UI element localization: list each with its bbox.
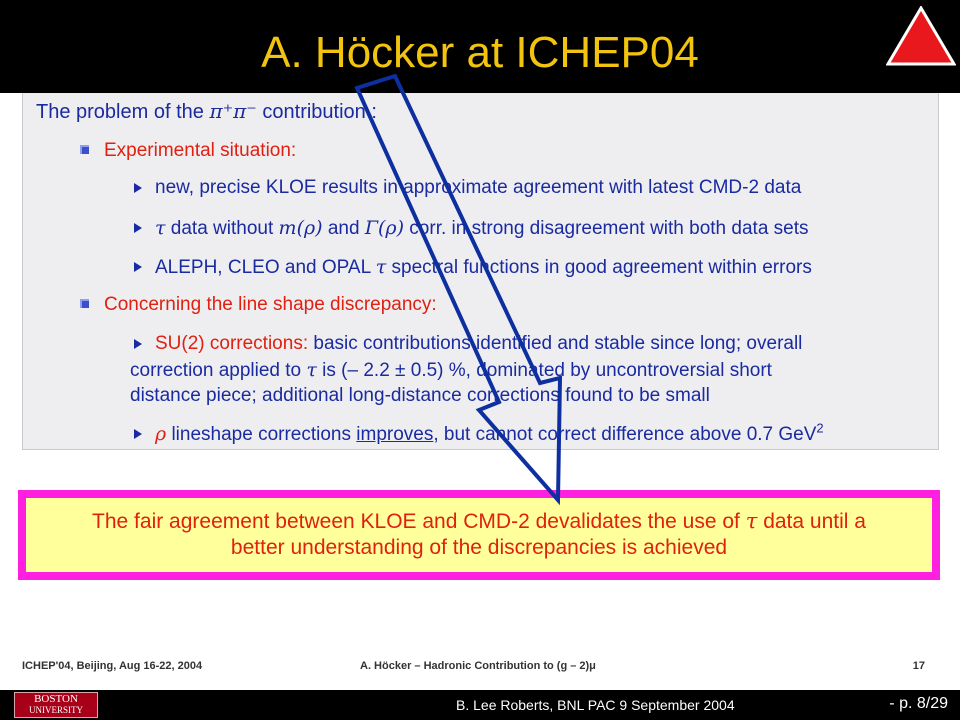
rho-line: ρ lineshape corrections improves, but cannot correct difference above 0.7 GeV$^2$: [155, 420, 824, 445]
footer-page-number: 17: [912, 660, 925, 672]
section1-item-3: ALEPH, CLEO and OPAL τ spectral functions in good agreement within errors: [155, 256, 812, 278]
slide-page-number: - p. 8/29: [889, 695, 948, 712]
footer-conference: ICHEP'04, Beijing, Aug 16-22, 2004: [22, 660, 203, 672]
presenter-credit: B. Lee Roberts, BNL PAC 9 September 2004: [456, 697, 735, 713]
conclusion-line-1: The fair agreement between KLOE and CMD-2 devalidates the use of τ data until a: [92, 509, 866, 533]
improves-link[interactable]: improves: [356, 424, 434, 445]
conclusion-line-2: better understanding of the discrepancies is achieved: [230, 536, 728, 559]
embedded-footer: [22, 660, 937, 680]
slide-title: A. Höcker at ICHEP04: [261, 28, 699, 77]
section1-item-2: τ data without m(ρ) and Γ(ρ) corr. in strong disagreement with both data sets: [155, 217, 809, 239]
su2-line-2: correction applied to τ is (– 2.2 ± 0.5) %, dominated by uncontroversial short: [130, 359, 772, 381]
su2-line-3: distance piece; additional long-distance corrections found to be small: [130, 385, 710, 406]
intro-line: The problem of the π⁺π⁻ contribution :: [36, 99, 377, 123]
footer-talk-title: A. Höcker – Hadronic Contribution to (g – 2)μ: [360, 660, 596, 672]
section2-heading: Concerning the line shape discrepancy:: [104, 294, 437, 315]
section1-heading: Experimental situation:: [104, 140, 297, 161]
su2-line-1: SU(2) corrections: basic contributions identified and stable since long; overall: [155, 333, 803, 354]
section1-item-1: new, precise KLOE results in approximate agreement with latest CMD-2 data: [155, 177, 802, 198]
boston-university-logo: BOSTON UNIVERSITY: [14, 692, 98, 718]
